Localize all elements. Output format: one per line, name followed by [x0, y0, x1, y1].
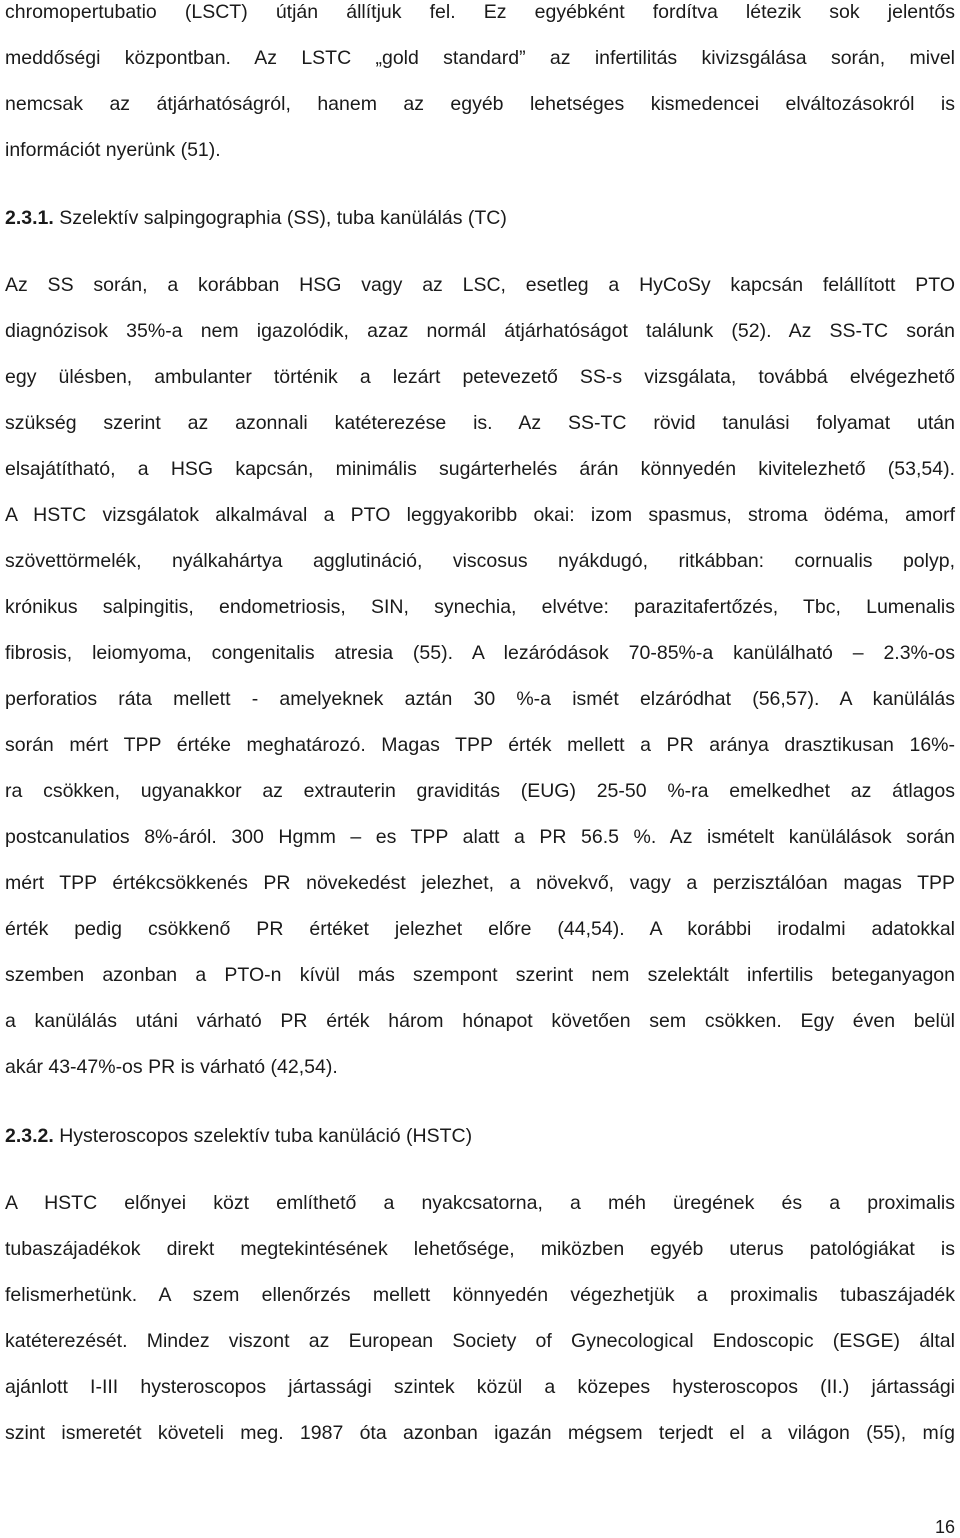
text-line: fibrosis, leiomyoma, congenitalis atresia (55). A lezáródások 70-85%-a kanülálható – 2.3%-os	[5, 642, 955, 664]
text-line: krónikus salpingitis, endometriosis, SIN, synechia, elvétve: parazitafertőzés, Tbc, Lumenalis	[5, 596, 955, 618]
text-line: mért TPP értékcsökkenés PR növekedést jelezhet, a növekvő, vagy a perzisztálóan magas TPP	[5, 872, 955, 894]
text-line: ajánlott I-III hysteroscopos jártassági szintek közül a közepes hysteroscopos (II.) jártassági	[5, 1376, 955, 1398]
text-line: érték pedig csökkenő PR értéket jelezhet előre (44,54). A korábbi irodalmi adatokkal	[5, 918, 955, 940]
text-line: elsajátítható, a HSG kapcsán, minimális sugárterhelés árán könnyedén kivitelezhető (53,54).	[5, 458, 955, 480]
text-line: felismerhetünk. A szem ellenőrzés mellett könnyedén végezhetjük a proximalis tubaszájadék	[5, 1284, 955, 1306]
text-line: ra csökken, ugyanakkor az extrauterin graviditás (EUG) 25-50 %-ra emelkedhet az átlagos	[5, 780, 955, 802]
text-line: postcanulatios 8%-áról. 300 Hgmm – es TPP alatt a PR 56.5 %. Az ismételt kanülálások során	[5, 826, 955, 848]
section-number: 2.3.2.	[5, 1125, 54, 1147]
text-line: szemben azonban a PTO-n kívül más szempont szerint nem szelektált infertilis beteganyagon	[5, 964, 955, 986]
text-line: szint ismeretét követeli meg. 1987 óta azonban igazán mégsem terjedt el a világon (55), míg	[5, 1422, 955, 1444]
text-line: katéterezését. Mindez viszont az European Society of Gynecological Endoscopic (ESGE) által	[5, 1330, 955, 1352]
page-number: 16	[934, 1517, 955, 1537]
section-title: Szelektív salpingographia (SS), tuba kanülálás (TC)	[59, 207, 507, 229]
text-line: egy ülésben, ambulanter történik a lezárt petevezető SS-s vizsgálata, továbbá elvégezhető	[5, 366, 955, 388]
section-number: 2.3.1.	[5, 207, 54, 229]
text-line: A HSTC előnyei közt említhető a nyakcsatorna, a méh üregének és a proximalis	[5, 1192, 955, 1214]
text-line: chromopertubatio (LSCT) útján állítjuk fel. Ez egyébként fordítva létezik sok jelentős	[5, 1, 955, 23]
section-title: Hysteroscopos szelektív tuba kanüláció (HSTC)	[59, 1125, 473, 1147]
text-line: meddőségi központban. Az LSTC „gold standard” az infertilitás kivizsgálása során, mivel	[5, 47, 955, 69]
section-heading	[5, 1124, 955, 1148]
text-line: diagnózisok 35%-a nem igazolódik, azaz normál átjárhatóságot találunk (52). Az SS-TC során	[5, 320, 955, 342]
text-line: nemcsak az átjárhatóságról, hanem az egyéb lehetséges kismedencei elváltozásokról is	[5, 93, 955, 115]
text-line: perforatios ráta mellett - amelyeknek aztán 30 %-a ismét elzáródhat (56,57). A kanülálás	[5, 688, 955, 710]
text-line: Az SS során, a korábban HSG vagy az LSC, esetleg a HyCoSy kapcsán felállított PTO	[5, 274, 955, 296]
text-line: tubaszájadékok direkt megtekintésének lehetősége, miközben egyéb uterus patológiákat is	[5, 1238, 955, 1260]
text-line: akár 43-47%-os PR is várható (42,54).	[5, 1056, 338, 1078]
text-line: szükség szerint az azonnali katéterezése is. Az SS-TC rövid tanulási folyamat után	[5, 412, 955, 434]
text-line: szövettörmelék, nyálkahártya agglutináció, viscosus nyákdugó, ritkábban: cornualis polyp,	[5, 550, 955, 572]
text-line: információt nyerünk (51).	[5, 139, 221, 161]
text-line: során mért TPP értéke meghatározó. Magas TPP érték mellett a PR aránya drasztikusan 16%-	[5, 734, 955, 756]
text-line: a kanülálás utáni várható PR érték három hónapot követően sem csökken. Egy éven belül	[5, 1010, 955, 1032]
text-line: A HSTC vizsgálatok alkalmával a PTO leggyakoribb okai: izom spasmus, stroma ödéma, amorf	[5, 504, 955, 526]
section-heading	[5, 206, 955, 230]
